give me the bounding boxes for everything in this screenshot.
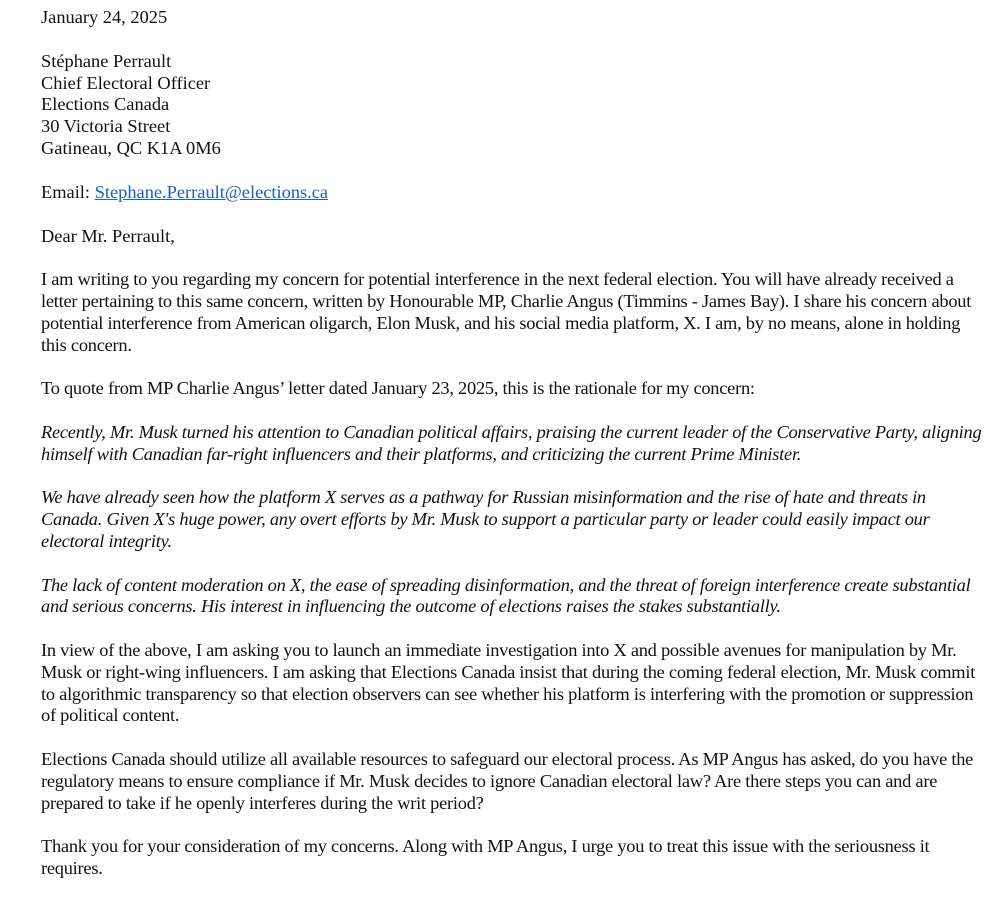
recipient-city: Gatineau, QC K1A 0M6 bbox=[41, 137, 221, 158]
email-line bbox=[41, 182, 986, 204]
email-link[interactable]: Stephane.Perrault@elections.ca bbox=[94, 181, 329, 202]
recipient-title: Chief Electoral Officer bbox=[41, 72, 211, 93]
quote-paragraph: The lack of content moderation on X, the ease of spreading disinformation, and the threat of foreign interference create substantial and serious concerns. His interest in influencing the outcome of elections raises the stakes substantially. bbox=[41, 574, 971, 617]
body-paragraph-quote-intro: To quote from MP Charlie Angus’ letter dated January 23, 2025, this is the rationale for my concern: bbox=[41, 378, 755, 399]
letter-document bbox=[41, 7, 986, 901]
recipient-street: 30 Victoria Street bbox=[41, 116, 171, 137]
quote-paragraph: We have already seen how the platform X serves as a pathway for Russian misinformation and the rise of hate and threats in Canada. Given X's huge power, any overt efforts by Mr. Musk to support a particular party or leader could easily impact our electoral integrity. bbox=[41, 487, 930, 551]
quote-paragraph: Recently, Mr. Musk turned his attention to Canadian political affairs, praising the current leader of the Conservative Party, aligning himself with Canadian far-right influencers and their platforms, and criticizing the current Prime Minister. bbox=[41, 421, 982, 464]
recipient-address bbox=[41, 51, 986, 160]
body-paragraph-questions: Elections Canada should utilize all available resources to safeguard our electoral process. As MP Angus has asked, do you have the regulatory means to ensure compliance if Mr. Musk decides to ignore Canadian electoral law? Are there steps you can and are prepared to take if he openly interferes during the writ period? bbox=[41, 748, 974, 813]
email-label: Email: bbox=[41, 181, 95, 202]
recipient-name: Stéphane Perrault bbox=[41, 50, 172, 71]
recipient-organization: Elections Canada bbox=[41, 94, 170, 115]
body-paragraph-thanks: Thank you for your consideration of my concerns. Along with MP Angus, I urge you to treat this issue with the seriousness it requires. bbox=[41, 836, 930, 878]
body-paragraph-request: In view of the above, I am asking you to launch an immediate investigation into X and possible avenues for manipulation by Mr. Musk or right-wing influencers. I am asking that Elections Canada insist that during the coming federal election, Mr. Musk commit to algorithmic transparency so that election observers can see whether his platform is interfering with the promotion or suppression of political content. bbox=[41, 639, 976, 726]
salutation-text: Dear Mr. Perrault, bbox=[41, 225, 175, 246]
date-text: January 24, 2025 bbox=[41, 7, 168, 27]
salutation bbox=[41, 226, 986, 248]
letter-date bbox=[41, 7, 986, 29]
body-paragraph-intro: I am writing to you regarding my concern for potential interference in the next federal election. You will have already received a letter pertaining to this same concern, written by Honourable MP, Charlie Angus (Timmins - James Bay). I share his concern about potential interference from American oligarch, Elon Musk, and his social media platform, X. I am, by no means, alone in holding this concern. bbox=[41, 269, 972, 355]
